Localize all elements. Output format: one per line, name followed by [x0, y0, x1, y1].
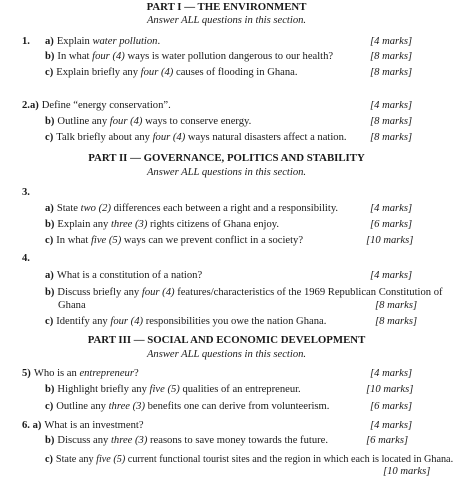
question-1a: a) Explain water pollution. — [45, 36, 161, 47]
marks: [10 marks] — [383, 466, 431, 477]
question-number: 4. — [22, 253, 30, 264]
question-1c: c) Explain briefly any four (4) causes of flooding in Ghana. — [45, 67, 298, 78]
marks: [4 marks] — [370, 420, 413, 431]
part1-instruction: Answer ALL questions in this section. — [146, 15, 307, 26]
question-5a: 5) Who is an entrepreneur? — [22, 368, 139, 379]
question-6b: b) Discuss any three (3) reasons to save money towards the future. — [45, 435, 328, 446]
part2-instruction: Answer ALL questions in this section. — [146, 167, 307, 178]
part3-instruction: Answer ALL questions in this section. — [146, 349, 307, 360]
question-3c: c) In what five (5) ways can we prevent conflict in a society? — [45, 235, 304, 246]
question-3a: a) State two (2) differences each between a right and a responsibility. — [45, 203, 339, 214]
question-5b: b) Highlight briefly any five (5) qualities of an entrepreneur. — [45, 384, 301, 395]
marks: [8 marks] — [375, 300, 418, 311]
marks: [6 marks] — [366, 435, 409, 446]
question-2c: c) Talk briefly about any four (4) ways natural disasters affect a nation. — [45, 132, 347, 143]
question-number: 3. — [22, 187, 30, 198]
question-4a: a) What is a constitution of a nation? — [45, 270, 203, 281]
question-5c: c) Outline any three (3) benefits one can derive from volunteerism. — [45, 401, 330, 412]
marks: [4 marks] — [370, 100, 413, 111]
marks: [6 marks] — [370, 401, 413, 412]
marks: [10 marks] — [366, 384, 414, 395]
marks: [4 marks] — [370, 368, 413, 379]
marks: [4 marks] — [370, 36, 413, 47]
marks: [4 marks] — [370, 270, 413, 281]
question-4b-continuation: Ghana — [58, 300, 86, 311]
question-6c: c) State any five (5) current functional tourist sites and the region in which each is located in Ghana. — [45, 454, 453, 465]
question-number: 1. — [22, 36, 30, 47]
marks: [8 marks] — [370, 51, 413, 62]
question-2a: 2.a) Define “energy conservation”. — [22, 100, 171, 111]
marks: [6 marks] — [370, 219, 413, 230]
part2-heading: PART II — GOVERNANCE, POLITICS AND STABILITY — [88, 152, 365, 164]
question-6a: 6. a) What is an investment? — [22, 420, 144, 431]
part1-heading: PART I — THE ENVIRONMENT — [146, 1, 307, 13]
marks: [8 marks] — [370, 132, 413, 143]
marks: [8 marks] — [370, 116, 413, 127]
marks: [10 marks] — [366, 235, 414, 246]
marks: [8 marks] — [370, 67, 413, 78]
question-2b: b) Outline any four (4) ways to conserve energy. — [45, 116, 252, 127]
question-1b: b) In what four (4) ways is water pollution dangerous to our health? — [45, 51, 334, 62]
part3-heading: PART III — SOCIAL AND ECONOMIC DEVELOPMENT — [87, 334, 366, 346]
question-3b: b) Explain any three (3) rights citizens of Ghana enjoy. — [45, 219, 280, 230]
question-4c: c) Identify any four (4) responsibilities you owe the nation Ghana. — [45, 316, 327, 327]
marks: [4 marks] — [370, 203, 413, 214]
marks: [8 marks] — [375, 316, 418, 327]
question-4b: b) Discuss briefly any four (4) features/characteristics of the 1969 Republican Constitution of — [45, 287, 443, 298]
